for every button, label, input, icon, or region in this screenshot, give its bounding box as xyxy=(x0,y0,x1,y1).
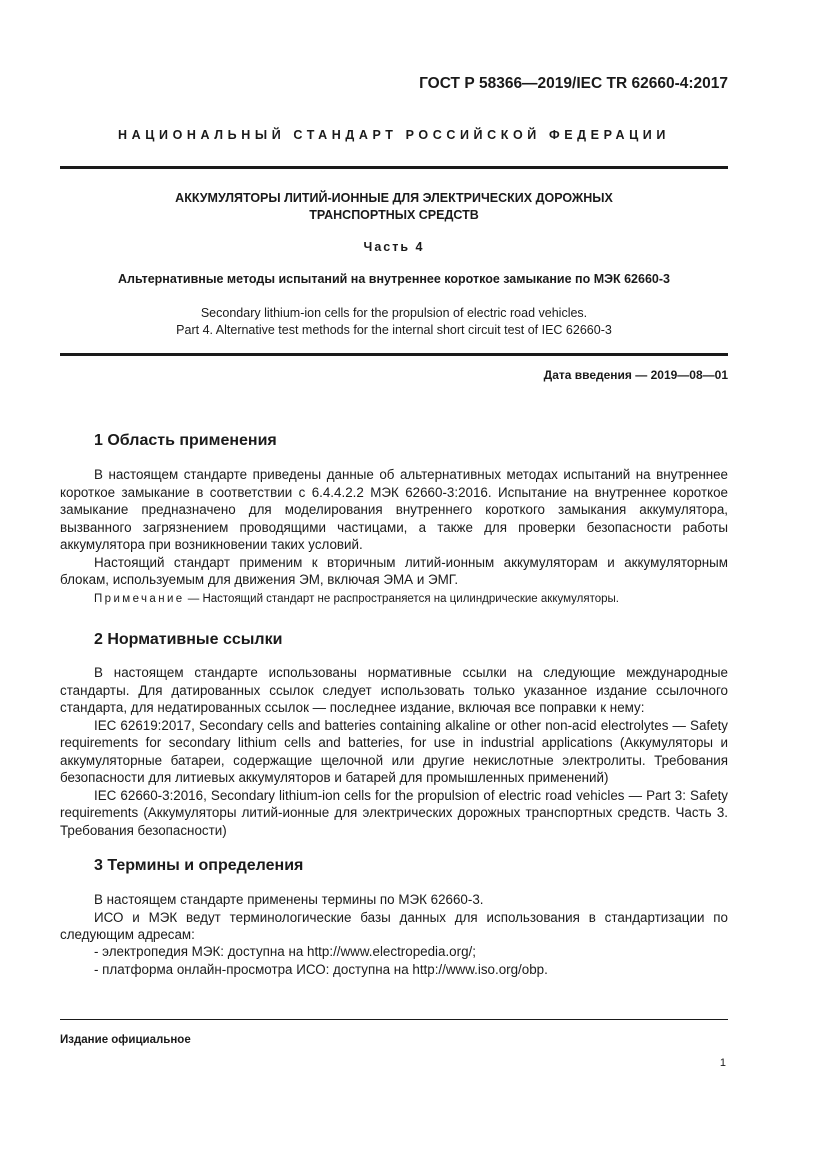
standard-designation: ГОСТ Р 58366—2019/IEC TR 62660-4:2017 xyxy=(419,75,728,92)
title-line-1: АККУМУЛЯТОРЫ ЛИТИЙ-ИОННЫЕ ДЛЯ ЭЛЕКТРИЧЕСКИХ ДОРОЖНЫХ xyxy=(175,191,613,205)
title-line-2: ТРАНСПОРТНЫХ СРЕДСТВ xyxy=(309,208,479,222)
section-2-paragraph-2: IEC 62619:2017, Secondary cells and batteries containing alkaline or other non-acid electrolytes — Safety requirements for secondary lithium cells and batteries, for use in industrial applications (Аккумуляторы и аккумуляторные батареи, содержащие щелочной или другие некислотные электролиты. Требования безопасности для литиевых аккумуляторов и батарей для промышленных применений) xyxy=(60,717,728,785)
section-1-body xyxy=(60,466,728,589)
list-item: - электропедия МЭК: доступна на http://www.electropedia.org/; xyxy=(94,944,476,959)
national-standard-banner: НАЦИОНАЛЬНЫЙ СТАНДАРТ РОССИЙСКОЙ ФЕДЕРАЦИИ xyxy=(118,128,670,142)
section-1-paragraph-1: В настоящем стандарте приведены данные об альтернативных методах испытаний на внутреннее короткое замыкание в соответствии с 6.4.4.2.2 МЭК 62660-3:2016. Испытание на внутреннее короткое замыкание предназначено для моделирования внутреннего короткого замыкания аккумулятора, вызванного загрязнением проводящими частицами, а также для проверки безопасности работы аккумулятора при возникновении таких условий. xyxy=(60,467,728,552)
english-title xyxy=(60,305,728,339)
section-3-paragraph-1: В настоящем стандарте применены термины по МЭК 62660-3. xyxy=(94,892,484,907)
part-label: Часть 4 xyxy=(363,240,425,254)
section-1-heading: 1 Область применения xyxy=(94,432,277,449)
official-edition-label: Издание официальное xyxy=(60,1034,191,1046)
section-2-paragraph-1: В настоящем стандарте использованы нормативные ссылки на следующие международные стандарты. Для датированных ссылок следует использовать только указанное издание ссылочного стандарта, для недатированных ссылок — последнее издание, включая все поправки к нему: xyxy=(60,665,728,715)
english-title-line-1: Secondary lithium-ion cells for the propulsion of electric road vehicles. xyxy=(200,306,588,320)
section-1-paragraph-2: Настоящий стандарт применим к вторичным литий-ионным аккумуляторам и аккумуляторным блокам, используемым для движения ЭМ, включая ЭМА и ЭМГ. xyxy=(60,554,728,587)
section-1-note xyxy=(94,593,728,605)
section-3-body xyxy=(60,891,728,944)
footer-rule xyxy=(60,1019,728,1020)
section-3-heading: 3 Термины и определения xyxy=(94,857,304,874)
header-rule xyxy=(60,166,728,169)
document-title xyxy=(60,190,728,224)
english-title-line-2: Part 4. Alternative test methods for the internal short circuit test of IEC 62660-3 xyxy=(176,323,612,337)
page-number: 1 xyxy=(719,1057,726,1069)
section-3-paragraph-2: ИСО и МЭК ведут терминологические базы данных для использования в стандартизации по следующим адресам: xyxy=(60,909,728,942)
note-label: Примечание xyxy=(94,593,185,605)
address-list xyxy=(94,943,728,978)
introduction-date: Дата введения — 2019—08—01 xyxy=(543,368,728,382)
section-2-body xyxy=(60,664,728,839)
section-2-paragraph-3: IEC 62660-3:2016, Secondary lithium-ion cells for the propulsion of electric road vehicles — Part 3: Safety requirements (Аккумуляторы литий-ионные для электрических дорожных транспортных средств. Часть 3. Требования безопасности) xyxy=(60,787,728,838)
note-text: — Настоящий стандарт не распространяется на цилиндрические аккумуляторы. xyxy=(184,593,619,605)
title-rule xyxy=(60,353,728,356)
section-2-heading: 2 Нормативные ссылки xyxy=(94,631,283,648)
document-subtitle: Альтернативные методы испытаний на внутреннее короткое замыкание по МЭК 62660-3 xyxy=(118,272,670,286)
list-item: - платформа онлайн-просмотра ИСО: доступна на http://www.iso.org/obp. xyxy=(94,961,548,977)
